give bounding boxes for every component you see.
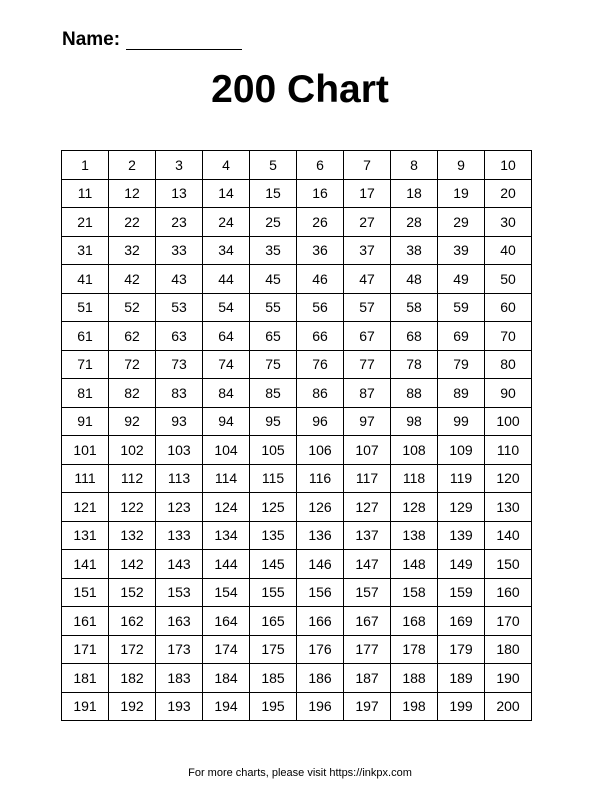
- grid-cell: 156: [297, 578, 344, 607]
- grid-cell: 108: [391, 436, 438, 465]
- grid-cell: 18: [391, 179, 438, 208]
- grid-cell: 37: [344, 236, 391, 265]
- grid-cell: 60: [485, 293, 532, 322]
- grid-cell: 66: [297, 322, 344, 351]
- grid-cell: 126: [297, 493, 344, 522]
- grid-cell: 143: [156, 550, 203, 579]
- grid-cell: 24: [203, 208, 250, 237]
- grid-cell: 93: [156, 407, 203, 436]
- grid-cell: 130: [485, 493, 532, 522]
- grid-cell: 97: [344, 407, 391, 436]
- grid-cell: 94: [203, 407, 250, 436]
- grid-cell: 118: [391, 464, 438, 493]
- grid-cell: 48: [391, 265, 438, 294]
- grid-cell: 135: [250, 521, 297, 550]
- grid-cell: 111: [62, 464, 109, 493]
- grid-cell: 87: [344, 379, 391, 408]
- grid-cell: 181: [62, 664, 109, 693]
- grid-cell: 141: [62, 550, 109, 579]
- grid-cell: 119: [438, 464, 485, 493]
- grid-cell: 159: [438, 578, 485, 607]
- grid-cell: 179: [438, 635, 485, 664]
- grid-row: [62, 265, 532, 294]
- grid-cell: 165: [250, 607, 297, 636]
- grid-cell: 26: [297, 208, 344, 237]
- name-label: Name:: [62, 29, 121, 50]
- grid-row: [62, 407, 532, 436]
- grid-cell: 78: [391, 350, 438, 379]
- grid-cell: 149: [438, 550, 485, 579]
- grid-cell: 124: [203, 493, 250, 522]
- grid-cell: 191: [62, 692, 109, 721]
- grid-cell: 102: [109, 436, 156, 465]
- grid-cell: 115: [250, 464, 297, 493]
- grid-cell: 127: [344, 493, 391, 522]
- grid-cell: 33: [156, 236, 203, 265]
- grid-cell: 32: [109, 236, 156, 265]
- grid-cell: 6: [297, 151, 344, 180]
- grid-cell: 34: [203, 236, 250, 265]
- grid-row: [62, 550, 532, 579]
- page-title: 200 Chart: [211, 68, 389, 111]
- grid-cell: 12: [109, 179, 156, 208]
- grid-cell: 177: [344, 635, 391, 664]
- grid-cell: 134: [203, 521, 250, 550]
- grid-cell: 45: [250, 265, 297, 294]
- grid-cell: 131: [62, 521, 109, 550]
- grid-cell: 196: [297, 692, 344, 721]
- grid-cell: 182: [109, 664, 156, 693]
- grid-cell: 27: [344, 208, 391, 237]
- grid-row: [62, 436, 532, 465]
- grid-row: [62, 464, 532, 493]
- grid-cell: 92: [109, 407, 156, 436]
- grid-cell: 86: [297, 379, 344, 408]
- grid-cell: 152: [109, 578, 156, 607]
- grid-cell: 90: [485, 379, 532, 408]
- grid-cell: 120: [485, 464, 532, 493]
- grid-cell: 31: [62, 236, 109, 265]
- grid-cell: 75: [250, 350, 297, 379]
- grid-cell: 113: [156, 464, 203, 493]
- grid-cell: 160: [485, 578, 532, 607]
- grid-cell: 80: [485, 350, 532, 379]
- grid-cell: 129: [438, 493, 485, 522]
- grid-cell: 185: [250, 664, 297, 693]
- grid-cell: 192: [109, 692, 156, 721]
- grid-cell: 174: [203, 635, 250, 664]
- grid-cell: 79: [438, 350, 485, 379]
- grid-cell: 110: [485, 436, 532, 465]
- grid-cell: 69: [438, 322, 485, 351]
- grid-cell: 198: [391, 692, 438, 721]
- grid-cell: 89: [438, 379, 485, 408]
- grid-cell: 136: [297, 521, 344, 550]
- grid-cell: 132: [109, 521, 156, 550]
- grid-cell: 49: [438, 265, 485, 294]
- grid-cell: 175: [250, 635, 297, 664]
- grid-cell: 68: [391, 322, 438, 351]
- grid-cell: 36: [297, 236, 344, 265]
- grid-cell: 71: [62, 350, 109, 379]
- grid-row: [62, 521, 532, 550]
- grid-cell: 83: [156, 379, 203, 408]
- grid-cell: 144: [203, 550, 250, 579]
- grid-cell: 2: [109, 151, 156, 180]
- grid-cell: 23: [156, 208, 203, 237]
- grid-cell: 81: [62, 379, 109, 408]
- grid-cell: 14: [203, 179, 250, 208]
- grid-cell: 10: [485, 151, 532, 180]
- grid-cell: 163: [156, 607, 203, 636]
- grid-cell: 183: [156, 664, 203, 693]
- grid-cell: 145: [250, 550, 297, 579]
- grid-cell: 146: [297, 550, 344, 579]
- grid-cell: 95: [250, 407, 297, 436]
- grid-cell: 35: [250, 236, 297, 265]
- grid-cell: 195: [250, 692, 297, 721]
- grid-cell: 140: [485, 521, 532, 550]
- grid-cell: 56: [297, 293, 344, 322]
- grid-cell: 98: [391, 407, 438, 436]
- grid-cell: 4: [203, 151, 250, 180]
- grid-cell: 22: [109, 208, 156, 237]
- grid-cell: 38: [391, 236, 438, 265]
- grid-cell: 91: [62, 407, 109, 436]
- grid-cell: 39: [438, 236, 485, 265]
- grid-cell: 139: [438, 521, 485, 550]
- grid-cell: 117: [344, 464, 391, 493]
- grid-cell: 157: [344, 578, 391, 607]
- grid-row: [62, 493, 532, 522]
- number-chart-body: [62, 151, 532, 721]
- grid-cell: 154: [203, 578, 250, 607]
- grid-cell: 29: [438, 208, 485, 237]
- grid-cell: 189: [438, 664, 485, 693]
- name-blank-line: [126, 29, 242, 50]
- grid-cell: 30: [485, 208, 532, 237]
- grid-cell: 5: [250, 151, 297, 180]
- grid-cell: 138: [391, 521, 438, 550]
- grid-cell: 20: [485, 179, 532, 208]
- grid-cell: 128: [391, 493, 438, 522]
- grid-cell: 54: [203, 293, 250, 322]
- grid-cell: 125: [250, 493, 297, 522]
- grid-cell: 164: [203, 607, 250, 636]
- grid-row: [62, 179, 532, 208]
- grid-row: [62, 350, 532, 379]
- grid-cell: 188: [391, 664, 438, 693]
- grid-cell: 70: [485, 322, 532, 351]
- grid-row: [62, 293, 532, 322]
- grid-cell: 176: [297, 635, 344, 664]
- grid-cell: 109: [438, 436, 485, 465]
- grid-cell: 15: [250, 179, 297, 208]
- grid-cell: 73: [156, 350, 203, 379]
- grid-cell: 106: [297, 436, 344, 465]
- grid-row: [62, 607, 532, 636]
- grid-cell: 42: [109, 265, 156, 294]
- grid-row: [62, 379, 532, 408]
- grid-cell: 121: [62, 493, 109, 522]
- grid-cell: 197: [344, 692, 391, 721]
- grid-cell: 84: [203, 379, 250, 408]
- grid-cell: 114: [203, 464, 250, 493]
- grid-cell: 52: [109, 293, 156, 322]
- grid-cell: 74: [203, 350, 250, 379]
- grid-cell: 13: [156, 179, 203, 208]
- grid-cell: 82: [109, 379, 156, 408]
- grid-cell: 187: [344, 664, 391, 693]
- footer-note: For more charts, please visit https://inkpx.com: [188, 767, 412, 779]
- grid-cell: 173: [156, 635, 203, 664]
- grid-cell: 64: [203, 322, 250, 351]
- grid-cell: 147: [344, 550, 391, 579]
- grid-row: [62, 322, 532, 351]
- grid-cell: 137: [344, 521, 391, 550]
- grid-cell: 85: [250, 379, 297, 408]
- grid-cell: 180: [485, 635, 532, 664]
- grid-cell: 41: [62, 265, 109, 294]
- grid-cell: 28: [391, 208, 438, 237]
- grid-cell: 51: [62, 293, 109, 322]
- grid-cell: 170: [485, 607, 532, 636]
- grid-cell: 59: [438, 293, 485, 322]
- grid-cell: 50: [485, 265, 532, 294]
- grid-cell: 44: [203, 265, 250, 294]
- grid-cell: 47: [344, 265, 391, 294]
- number-chart-grid: [61, 150, 532, 721]
- grid-cell: 7: [344, 151, 391, 180]
- grid-cell: 63: [156, 322, 203, 351]
- grid-cell: 167: [344, 607, 391, 636]
- grid-cell: 158: [391, 578, 438, 607]
- grid-row: [62, 578, 532, 607]
- grid-cell: 40: [485, 236, 532, 265]
- grid-cell: 11: [62, 179, 109, 208]
- grid-cell: 148: [391, 550, 438, 579]
- grid-cell: 62: [109, 322, 156, 351]
- grid-row: [62, 208, 532, 237]
- grid-cell: 105: [250, 436, 297, 465]
- grid-cell: 116: [297, 464, 344, 493]
- grid-cell: 3: [156, 151, 203, 180]
- grid-cell: 67: [344, 322, 391, 351]
- grid-cell: 178: [391, 635, 438, 664]
- grid-cell: 99: [438, 407, 485, 436]
- grid-cell: 122: [109, 493, 156, 522]
- grid-cell: 133: [156, 521, 203, 550]
- grid-cell: 107: [344, 436, 391, 465]
- grid-cell: 55: [250, 293, 297, 322]
- grid-cell: 169: [438, 607, 485, 636]
- grid-cell: 200: [485, 692, 532, 721]
- name-field: [62, 28, 242, 52]
- grid-cell: 171: [62, 635, 109, 664]
- grid-cell: 72: [109, 350, 156, 379]
- grid-cell: 76: [297, 350, 344, 379]
- grid-cell: 16: [297, 179, 344, 208]
- grid-cell: 58: [391, 293, 438, 322]
- grid-cell: 21: [62, 208, 109, 237]
- grid-cell: 150: [485, 550, 532, 579]
- grid-cell: 193: [156, 692, 203, 721]
- grid-cell: 61: [62, 322, 109, 351]
- grid-cell: 166: [297, 607, 344, 636]
- grid-cell: 19: [438, 179, 485, 208]
- grid-cell: 194: [203, 692, 250, 721]
- grid-cell: 168: [391, 607, 438, 636]
- grid-cell: 186: [297, 664, 344, 693]
- grid-cell: 96: [297, 407, 344, 436]
- grid-cell: 88: [391, 379, 438, 408]
- grid-cell: 184: [203, 664, 250, 693]
- grid-cell: 43: [156, 265, 203, 294]
- grid-cell: 103: [156, 436, 203, 465]
- grid-cell: 153: [156, 578, 203, 607]
- grid-cell: 17: [344, 179, 391, 208]
- grid-cell: 9: [438, 151, 485, 180]
- grid-cell: 53: [156, 293, 203, 322]
- grid-cell: 161: [62, 607, 109, 636]
- grid-cell: 8: [391, 151, 438, 180]
- grid-row: [62, 635, 532, 664]
- grid-cell: 123: [156, 493, 203, 522]
- grid-row: [62, 664, 532, 693]
- grid-cell: 155: [250, 578, 297, 607]
- grid-cell: 1: [62, 151, 109, 180]
- grid-cell: 172: [109, 635, 156, 664]
- grid-cell: 104: [203, 436, 250, 465]
- grid-row: [62, 236, 532, 265]
- grid-cell: 65: [250, 322, 297, 351]
- grid-cell: 46: [297, 265, 344, 294]
- grid-cell: 101: [62, 436, 109, 465]
- grid-cell: 162: [109, 607, 156, 636]
- grid-cell: 100: [485, 407, 532, 436]
- grid-row: [62, 692, 532, 721]
- grid-cell: 190: [485, 664, 532, 693]
- grid-cell: 77: [344, 350, 391, 379]
- grid-cell: 199: [438, 692, 485, 721]
- grid-cell: 142: [109, 550, 156, 579]
- grid-cell: 151: [62, 578, 109, 607]
- grid-cell: 112: [109, 464, 156, 493]
- grid-cell: 25: [250, 208, 297, 237]
- grid-cell: 57: [344, 293, 391, 322]
- grid-row: [62, 151, 532, 180]
